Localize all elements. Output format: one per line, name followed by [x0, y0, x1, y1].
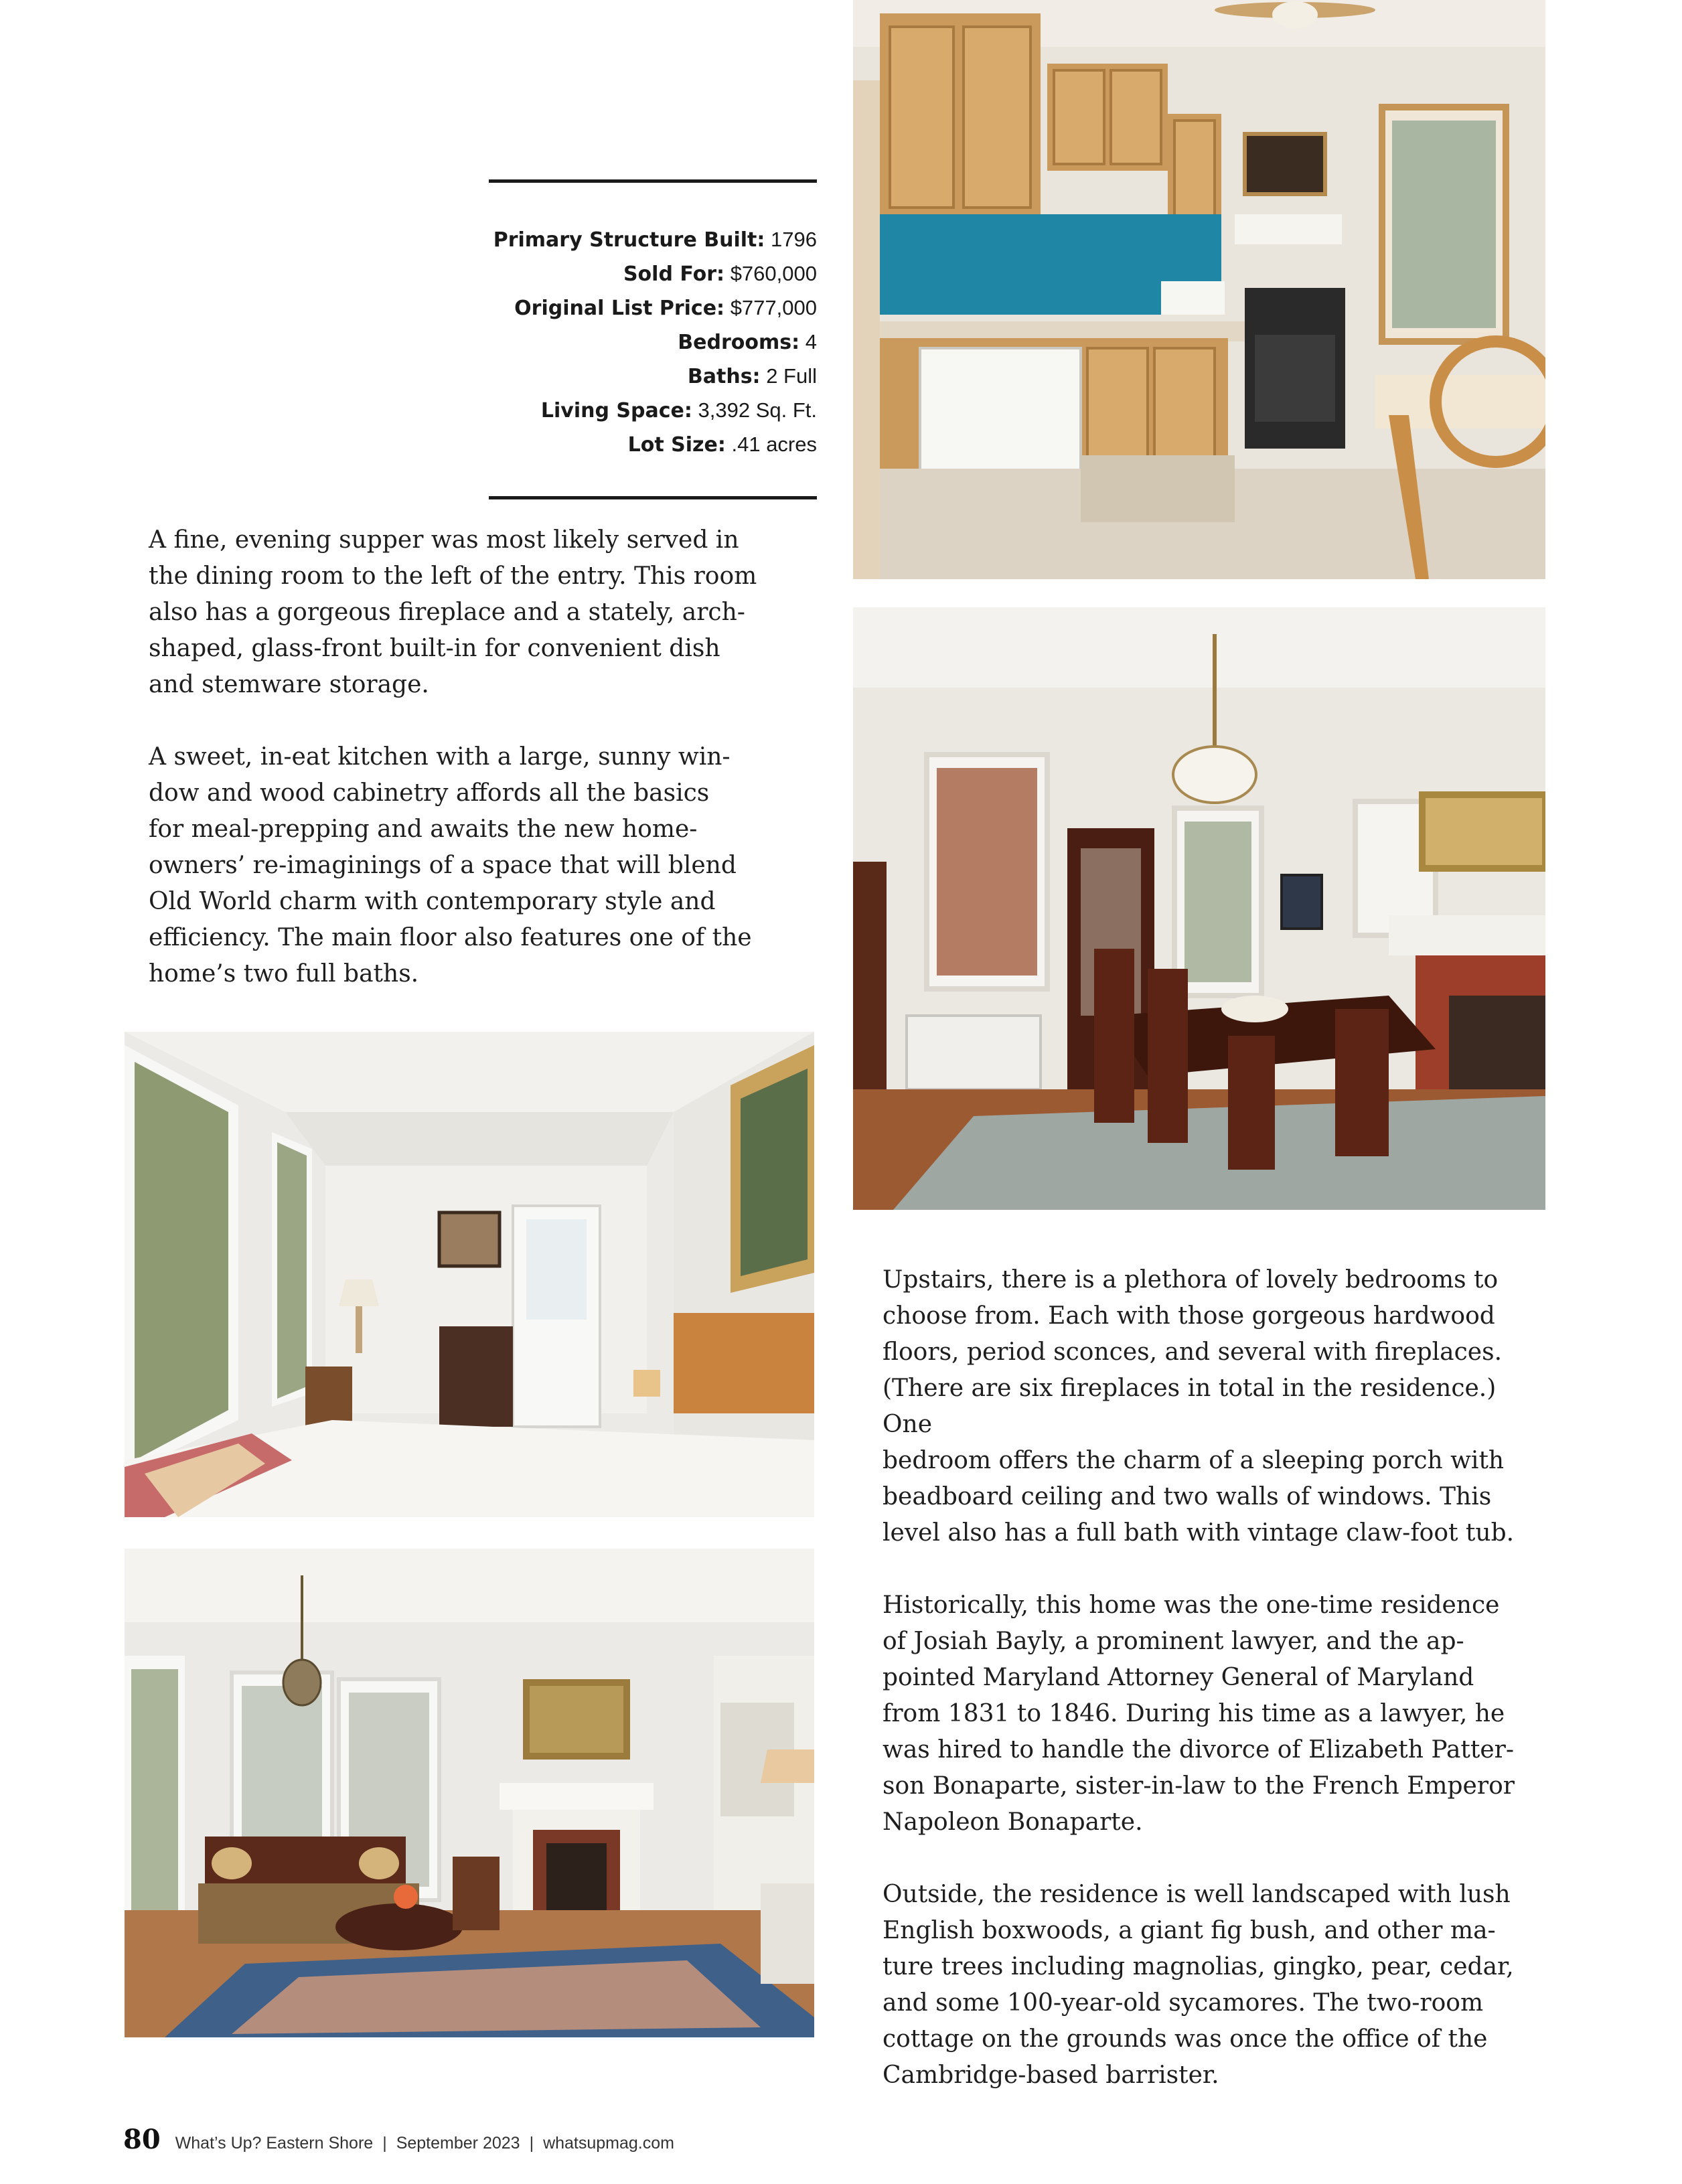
right-column-text	[883, 1262, 1552, 2094]
footer-separator: |	[382, 2134, 387, 2153]
bedroom-photo	[125, 1032, 814, 1517]
fact-row: Sold For: $760,000	[623, 262, 817, 286]
paragraph-history: Historically, this home was the one-time residence of Josiah Bayly, a prominent lawyer, and the ap- pointed Maryland Attorney General of Maryland from 1831 to 1846. During his time as a lawyer, he was hired to handle the divorce of Elizabeth Patter- son Bonaparte, sister-in-law to the French Emperor Napoleon Bonaparte.	[883, 1591, 1515, 1836]
fact-row: Original List Price: $777,000	[514, 296, 817, 320]
fact-row: Baths: 2 Full	[687, 364, 817, 388]
property-facts	[469, 223, 817, 462]
left-column-text	[149, 522, 818, 992]
paragraph-upstairs: Upstairs, there is a plethora of lovely bedrooms to choose from. Each with those gorgeous hardwood floors, period sconces, and several with fireplaces. (There are six fireplaces in total in the residence.) One bedroom offers the charm of a sleeping porch with beadboard ceiling and two walls of windows. This level also has a full bath with vintage claw-foot tub.	[883, 1266, 1515, 1547]
kitchen-photo	[853, 0, 1545, 579]
paragraph-outside: Outside, the residence is well landscaped with lush English boxwoods, a giant fig bush, and other ma- ture trees including magnolias, gingko, pear, cedar, and some 100-year-old sycamores. The two-room cottage on the grounds was once the office of the Cambridge-based barrister.	[883, 1881, 1514, 2089]
page-number: 80	[123, 2124, 161, 2155]
fact-row: Primary Structure Built: 1796	[493, 228, 817, 252]
publication-name: What’s Up? Eastern Shore	[175, 2134, 374, 2153]
dining-room-photo	[853, 607, 1545, 1210]
facts-top-rule	[489, 179, 817, 183]
living-room-photo	[125, 1549, 814, 2037]
fact-row: Lot Size: .41 acres	[627, 433, 817, 457]
facts-bottom-rule	[489, 496, 817, 499]
issue-date: September 2023	[396, 2134, 520, 2153]
website-link[interactable]: whatsupmag.com	[543, 2134, 674, 2153]
paragraph-kitchen: A sweet, in-eat kitchen with a large, sunny win- dow and wood cabinetry affords all the basics for meal-prepping and awaits the new home- owners’ re-imaginings of a space that will blend Old World charm with contemporary style and efficiency. The main floor also features one of the home’s two full baths.	[149, 743, 752, 988]
page-footer	[123, 2124, 674, 2161]
paragraph-dining-room: A fine, evening supper was most likely served in the dining room to the left of the entry. This room also has a gorgeous fireplace and a stately, arch- shaped, glass-front built-in for convenient dish and stemware storage.	[149, 526, 757, 698]
fact-row: Living Space: 3,392 Sq. Ft.	[540, 398, 817, 422]
fact-row: Bedrooms: 4	[678, 330, 817, 354]
footer-separator: |	[529, 2134, 534, 2153]
